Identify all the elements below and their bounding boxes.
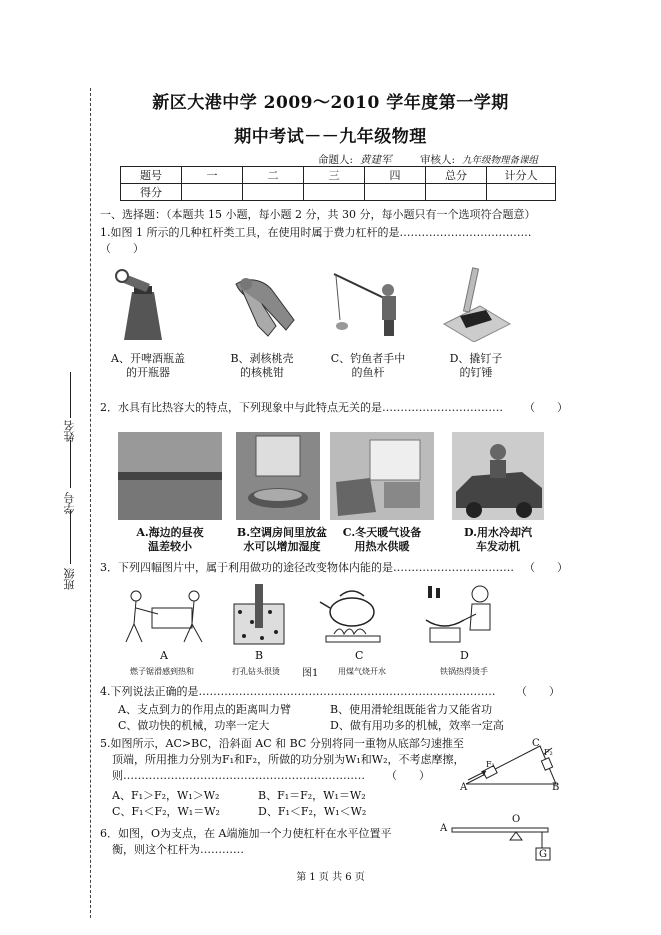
answer-paren[interactable]: （ ） — [524, 401, 568, 414]
option-label: B.空调房间里放盆 — [236, 526, 328, 539]
table-cell: 总分 — [426, 167, 487, 184]
option-text: C、做功快的机械，功率一定大 — [118, 719, 270, 732]
option-text: A、F₁＞F₂，W₁＞W₂ — [112, 789, 220, 802]
table-row — [121, 167, 556, 184]
question-1-stem: 1.如图 1 所示的几种杠杆类工具，在使用时属于费力杠杆的是……………………………… — [100, 226, 532, 239]
point-c-label: C — [532, 738, 540, 749]
score-table — [120, 166, 556, 201]
section-heading: 一、选择题：（本题共 15 小题，每小题 2 分，共 30 分，每小题只有一个选项符合题意） — [100, 208, 536, 221]
student-id-label: 学号 — [63, 492, 76, 514]
bottle-opener-image — [110, 262, 180, 344]
option-text: D、做有用功多的机械，效率一定高 — [330, 719, 504, 732]
option-label: 用热水供暖 — [354, 540, 410, 553]
weight-label: G — [539, 849, 547, 860]
score-field[interactable] — [487, 184, 556, 201]
table-cell: 一 — [182, 167, 243, 184]
class-blank — [70, 510, 71, 564]
option-letter: A — [160, 649, 168, 662]
table-cell: 题号 — [121, 167, 182, 184]
point-b-label: B — [552, 782, 560, 793]
option-label: C、钓鱼者手中 — [330, 352, 406, 365]
car-engine-photo — [452, 432, 544, 520]
option-label: 的钉锤 — [459, 366, 493, 379]
question-6-line: 衡，则这个杠杆为………… — [112, 843, 244, 856]
option-text: D、F₁＜F₂，W₁＜W₂ — [258, 805, 367, 818]
question-3-stem: 3．下列四幅图片中，属于利用做功的途径改变物体内能的是…………………………… — [100, 561, 514, 574]
option-letter: B — [255, 649, 264, 662]
figure-caption: 用煤气烧开水 — [338, 667, 386, 676]
option-text: C、F₁＜F₂，W₁＝W₂ — [112, 805, 220, 818]
page-title: 新区大港中学 2009～2010 学年度第一学期 — [152, 93, 509, 113]
page-footer: 第 1 页 共 6 页 — [296, 872, 365, 883]
question-5-line: 5.如图所示，AC>BC，沿斜面 AC 和 BC 分别将同一重物从底部匀速推至 — [100, 737, 464, 750]
class-label: 班级 — [63, 568, 76, 590]
table-cell: 计分人 — [487, 167, 556, 184]
air-conditioner-photo — [236, 432, 320, 520]
name-label: 姓名 — [63, 420, 76, 442]
score-field[interactable] — [182, 184, 243, 201]
question-4-stem: 4.下列说法正确的是……………………………………………………………………… — [100, 685, 496, 698]
binding-line — [90, 88, 91, 918]
table-cell: 得分 — [121, 184, 182, 201]
answer-paren[interactable]: （ ） — [386, 769, 430, 782]
option-label: 车发动机 — [476, 540, 520, 553]
option-letter: D — [460, 649, 469, 662]
author-label: 命题人: — [318, 154, 354, 166]
score-field[interactable] — [243, 184, 304, 201]
force-f1-label: F₁ — [486, 760, 495, 769]
option-label: D、撬钉子 — [449, 352, 503, 365]
option-label: 温差较小 — [148, 540, 192, 553]
table-cell: 四 — [365, 167, 426, 184]
option-label: D.用水冷却汽 — [464, 526, 532, 539]
figure-caption: 燃子锯滑感到热和 — [130, 667, 194, 676]
option-label: 的核桃钳 — [240, 366, 284, 379]
student-id-blank — [70, 440, 71, 488]
question-2-stem: 2．水具有比热容大的特点，下列现象中与此特点无关的是…………………………… — [100, 401, 503, 414]
incline-diagram — [456, 738, 566, 794]
reviewer-name: 九年级物理备课组 — [462, 155, 539, 166]
option-text: B、F₁＝F₂，W₁＝W₂ — [258, 789, 366, 802]
drill-bit-drawing — [230, 582, 288, 646]
nutcracker-image — [228, 270, 304, 342]
force-f2-label: F₂ — [544, 748, 553, 757]
option-label: 的鱼杆 — [351, 366, 385, 379]
question-5-line: 则………………………………………………………… — [112, 769, 365, 782]
question-6-line: 6．如图，O为支点，在 A端施加一个力使杠杆在水平位置平 — [100, 827, 392, 840]
table-cell: 二 — [243, 167, 304, 184]
option-text: B、使用滑轮组既能省力又能省功 — [330, 703, 493, 716]
option-label: 水可以增加湿度 — [243, 540, 321, 553]
table-cell: 三 — [304, 167, 365, 184]
answer-paren[interactable]: （ ） — [524, 561, 568, 574]
author-name: 黄建军 — [360, 154, 392, 166]
option-label: B、剥核桃壳 — [230, 352, 294, 365]
claw-hammer-image — [440, 266, 512, 342]
name-blank — [70, 372, 71, 418]
answer-paren[interactable]: （ ） — [516, 685, 560, 698]
sawing-drawing — [118, 586, 210, 646]
point-a-label: A — [460, 782, 468, 793]
score-field[interactable] — [426, 184, 487, 201]
answer-paren[interactable]: （ ） — [100, 242, 144, 255]
figure-caption: 打孔钻头很烫 — [232, 667, 280, 676]
cooking-drawing — [420, 580, 500, 646]
lever-end-label: A — [440, 823, 448, 834]
kettle-drawing — [318, 586, 388, 646]
option-label: A、开啤酒瓶盖 — [111, 352, 185, 365]
figure-caption: 铁锅热得烫手 — [440, 667, 488, 676]
score-field[interactable] — [365, 184, 426, 201]
option-label: C.冬天暖气设备 — [342, 526, 422, 539]
seaside-photo — [118, 432, 222, 520]
table-row — [121, 184, 556, 201]
score-field[interactable] — [304, 184, 365, 201]
option-text: A、支点到力的作用点的距离叫力臂 — [118, 703, 291, 716]
reviewer-label: 审核人: — [420, 154, 456, 166]
option-letter: C — [355, 649, 364, 662]
fishing-rod-image — [330, 268, 410, 340]
question-5-line: 顶端，所用推力分别为F₁和F₂，所做的功分别为W₁和W₂，不考虑摩擦， — [112, 753, 465, 766]
option-label: 的开瓶器 — [126, 366, 170, 379]
option-label: A.海边的昼夜 — [136, 526, 204, 539]
heating-photo — [330, 432, 434, 520]
figure-number: 图1 — [302, 668, 319, 679]
fulcrum-label: O — [512, 814, 521, 825]
exam-subtitle: 期中考试－－九年级物理 — [234, 127, 427, 147]
